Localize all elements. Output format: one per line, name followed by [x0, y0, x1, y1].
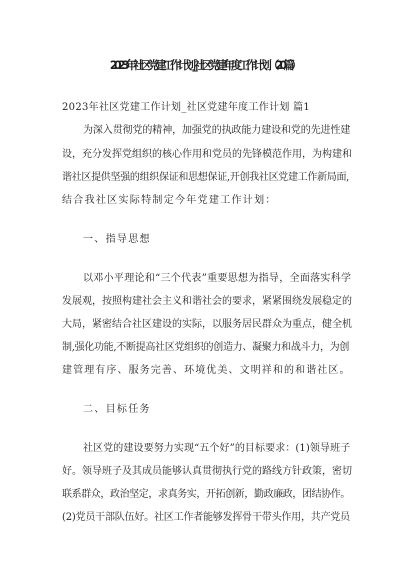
- paragraph-line: 为深入贯彻党的精神，加强党的执政能力建设和党的先进性建: [83, 125, 351, 136]
- paragraph-line: 大局，紧密结合社区建设的实际，以服务居民群众为重点，健全机: [62, 319, 352, 330]
- paragraph-line: 谐社区提供坚强的组织保证和思想保证,开创我社区党建工作新局面,: [62, 172, 350, 183]
- paragraph-line: 制,强化功能,不断提高社区党组织的创造力、凝聚力和战斗力，为创: [62, 342, 350, 353]
- paragraph-line: 联系群众，政治坚定，求真务实，开拓创新，勤政廉政，团结协作。: [62, 489, 350, 500]
- paragraph-line: 发展观，按照构建社会主义和谐社会的要求，紧紧围绕发展稳定的: [62, 296, 352, 307]
- article-heading: 2023年社区党建工作计划_社区党建年度工作计划 篇1: [62, 102, 311, 113]
- paragraph-line: 以邓小平理论和“三个代表”重要思想为指导，全面落实科学: [83, 273, 352, 284]
- paragraph-line: 社区党的建设要努力实现“五个好”的目标要求：(1)领导班子: [83, 443, 351, 454]
- paragraph-line: 设，充分发挥党组织的核心作用和党员的先锋模范作用，为构建和: [62, 149, 352, 160]
- section-heading: 一、指导思想: [83, 234, 151, 245]
- paragraph-line: (2)党员干部队伍好。社区工作者能够发挥骨干带头作用，共产党员: [62, 512, 350, 523]
- paragraph-line: 建管理有序、服务完善、环境优美、文明祥和的和谐社区。: [62, 365, 351, 376]
- paragraph-line: 好。领导班子及其成员能够认真贯彻执行党的路线方针政策，密切: [62, 466, 352, 477]
- document-title: 2023年社区党建工作计划_社区党建年度工作计划（20篇）: [109, 59, 299, 72]
- section-heading: 二、目标任务: [83, 404, 151, 415]
- paragraph-line: 结合我社区实际特制定今年党建工作计划：: [62, 195, 277, 206]
